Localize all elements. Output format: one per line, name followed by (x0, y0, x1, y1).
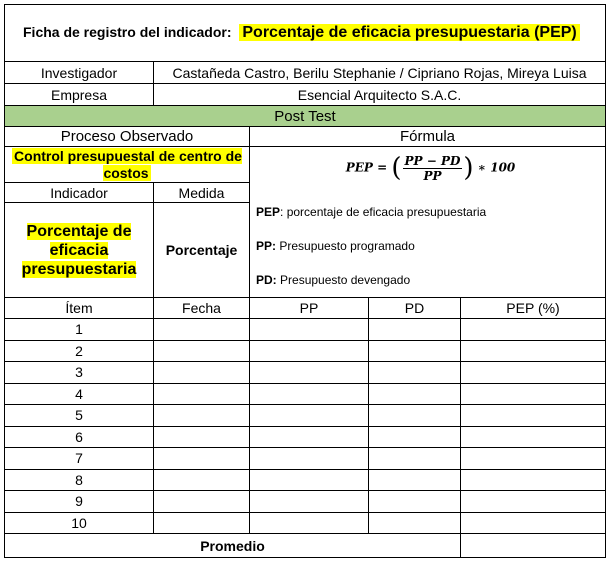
cell-pep (461, 426, 606, 448)
form-title-cell (5, 5, 606, 62)
cell-pep (461, 362, 606, 384)
row-item-number: 10 (5, 512, 154, 534)
cell-date (154, 362, 250, 384)
table-row (5, 405, 606, 427)
cell-pd (369, 362, 461, 384)
cell-pep (461, 405, 606, 427)
row-item-number: 8 (5, 469, 154, 491)
cell-date (154, 491, 250, 513)
cell-date (154, 469, 250, 491)
table-row (5, 469, 606, 491)
average-label: Promedio (5, 534, 461, 558)
cell-pep (461, 448, 606, 470)
cell-pp (250, 383, 369, 405)
table-row (5, 426, 606, 448)
cell-pd (369, 448, 461, 470)
col-pd: PD (369, 298, 461, 319)
col-date: Fecha (154, 298, 250, 319)
cell-pd (369, 383, 461, 405)
cell-pd (369, 340, 461, 362)
formula-denominator: PP (423, 168, 442, 183)
cell-date (154, 383, 250, 405)
table-footer-row (5, 534, 606, 558)
row-item-number: 9 (5, 491, 154, 513)
cell-pd (369, 426, 461, 448)
cell-pd (369, 319, 461, 341)
cell-pep (461, 491, 606, 513)
formula-label: Fórmula (250, 127, 606, 147)
measure-label: Medida (154, 183, 250, 203)
investigator-label: Investigador (5, 62, 154, 84)
cell-pep (461, 469, 606, 491)
table-row (5, 491, 606, 513)
form-title: Ficha de registro del indicador: (23, 24, 232, 40)
col-item: Ítem (5, 298, 154, 319)
cell-pp (250, 491, 369, 513)
cell-pp (250, 512, 369, 534)
row-item-number: 6 (5, 426, 154, 448)
cell-pp (250, 426, 369, 448)
cell-pp (250, 469, 369, 491)
row-item-number: 4 (5, 383, 154, 405)
cell-pp (250, 340, 369, 362)
cell-pd (369, 469, 461, 491)
process-value-cell (5, 147, 250, 183)
table-row (5, 340, 606, 362)
definition-pp: PP: Presupuesto programado (256, 239, 415, 253)
phase-band: Post Test (5, 106, 606, 127)
col-pep: PEP (%) (461, 298, 606, 319)
cell-date (154, 340, 250, 362)
company-label: Empresa (5, 84, 154, 106)
formula-multiplier: ∗ 100 (477, 160, 516, 175)
cell-pd (369, 512, 461, 534)
formula-lhs: PEP (345, 160, 373, 175)
cell-pep (461, 319, 606, 341)
formula-cell (250, 147, 606, 298)
formula-numerator: PP − PD (404, 153, 461, 168)
cell-pp (250, 319, 369, 341)
formula-fraction (403, 154, 463, 183)
indicator-label: Indicador (5, 183, 154, 203)
cell-pp (250, 405, 369, 427)
measure-value: Porcentaje (154, 203, 250, 298)
indicator-title: Porcentaje de eficacia presupuestaria (PEP) (239, 24, 579, 41)
cell-date (154, 405, 250, 427)
cell-pep (461, 340, 606, 362)
indicator-value-cell (5, 203, 154, 298)
definition-pd: PD: Presupuesto devengado (256, 273, 411, 287)
table-row (5, 383, 606, 405)
formula-expression: PEP = ( $\frac{PP - PD}{PP}$ ) ∗ 100 (345, 153, 516, 183)
investigator-value: Castañeda Castro, Berilu Stephanie / Cipriano Rojas, Mireya Luisa (154, 62, 606, 84)
table-row (5, 512, 606, 534)
definition-pep: PEP: porcentaje de eficacia presupuestaria (256, 205, 487, 219)
row-item-number: 1 (5, 319, 154, 341)
indicator-value: Porcentaje de eficacia presupuestaria (21, 222, 137, 278)
indicator-record-form (4, 4, 606, 558)
row-item-number: 5 (5, 405, 154, 427)
cell-date (154, 512, 250, 534)
cell-pp (250, 362, 369, 384)
process-value: Control presupuestal de centro de costos (14, 147, 242, 181)
company-value: Esencial Arquitecto S.A.C. (154, 84, 606, 106)
cell-pp (250, 448, 369, 470)
row-item-number: 2 (5, 340, 154, 362)
col-pp: PP (250, 298, 369, 319)
table-row (5, 319, 606, 341)
process-label: Proceso Observado (5, 127, 250, 147)
table-row (5, 448, 606, 470)
table-row (5, 362, 606, 384)
cell-date (154, 426, 250, 448)
row-item-number: 3 (5, 362, 154, 384)
formula-equals: = (377, 160, 388, 175)
cell-date (154, 448, 250, 470)
cell-pep (461, 512, 606, 534)
cell-pd (369, 491, 461, 513)
table-header-row (5, 298, 606, 319)
row-item-number: 7 (5, 448, 154, 470)
cell-pep (461, 383, 606, 405)
average-value (461, 534, 606, 558)
cell-pd (369, 405, 461, 427)
cell-date (154, 319, 250, 341)
